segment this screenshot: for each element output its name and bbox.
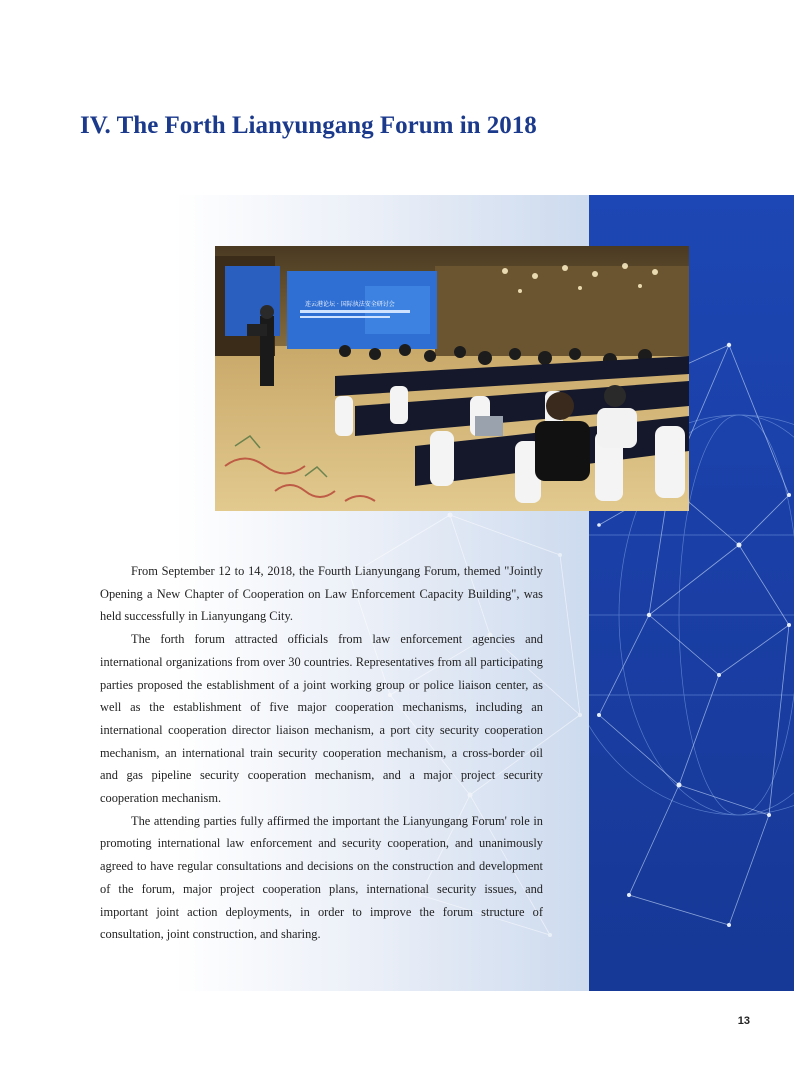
page-title: IV. The Forth Lianyungang Forum in 2018 [80,112,537,139]
paragraph: The attending parties fully affirmed the important the Lianyungang Forum' role in promoting international law enforcement and security cooperation, and unanimously agreed to have regular consultations and decisions on the construction and development of the forum, major project cooperation plans, international security issues, and important joint action deployments, in order to improve the forum structure of consultation, joint construction, and sharing. [100,813,543,942]
page-number: 13 [737,1015,750,1027]
paragraph: The forth forum attracted officials from law enforcement agencies and international organizations from over 30 countries. Representatives from all participating parties proposed the establishment of a joint working group or police liaison center, as well as the establishment of five major cooperation mechanisms, including an international cooperation director liaison mechanism, a port city security cooperation mechanism, an international train security cooperation mechanism, a cross-border oil and gas pipeline security cooperation mechanism, and a major project security cooperation mechanism. [100,632,543,806]
screen-banner-text: 连云港论坛 · 国际执法安全研讨会 [305,301,395,308]
body-text [100,560,543,946]
paragraph: From September 12 to 14, 2018, the Fourth Lianyungang Forum, themed "Jointly Opening a New Chapter of Cooperation on Law Enforcement Capacity Building", was held successfully in Lianyungang City. [100,564,543,624]
conference-hall-photo [215,246,689,511]
